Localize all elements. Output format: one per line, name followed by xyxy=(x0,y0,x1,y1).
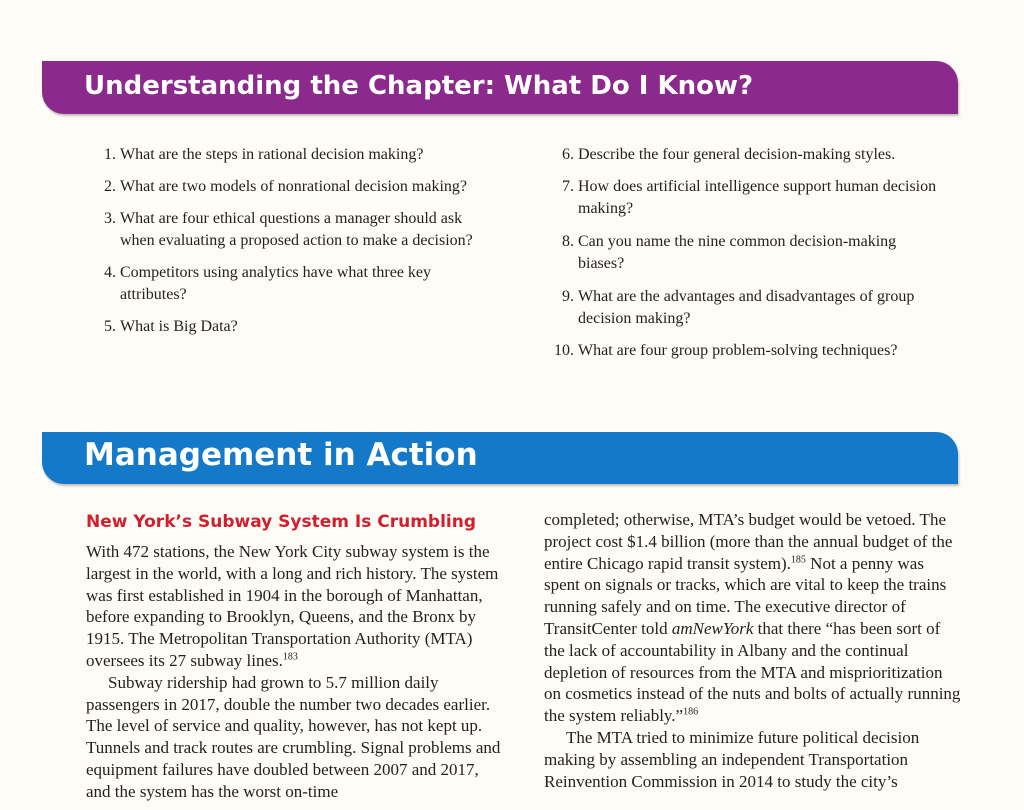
question-item xyxy=(546,340,946,362)
question-item xyxy=(96,316,496,338)
question-number: 9. xyxy=(562,288,574,305)
question-number: 5. xyxy=(104,318,116,335)
article-paragraph: With 472 stations, the New York City subway system is the largest in the world, with a long and rich history. The system was first established in 1904 in the borough of Manhattan, before expanding to Brooklyn, Queens, and the Bronx by 1915. The Metropolitan Transportation Authority (MTA) oversees its 27 subway lines.$^{183}$ xyxy=(86,542,499,670)
question-text: Can you name the nine common decision-making biases? xyxy=(578,233,897,272)
question-text: Describe the four general decision-making styles. xyxy=(578,146,896,163)
question-item xyxy=(96,262,496,306)
question-item xyxy=(546,231,946,275)
question-text: What are the steps in rational decision making? xyxy=(120,146,424,163)
article-column-left xyxy=(86,541,504,803)
footnote-ref: 186 xyxy=(683,706,699,718)
footnote-ref: 183 xyxy=(282,651,298,663)
section-header-understanding xyxy=(42,61,958,114)
question-item xyxy=(96,208,496,252)
article-paragraph: The MTA tried to minimize future political decision making by assembling an independent Transportation Reinvention Commission in 2014 to study the city’s xyxy=(544,727,920,791)
question-text: What are four group problem-solving techniques? xyxy=(578,342,898,359)
article-title: New York’s Subway System Is Crumbling xyxy=(86,512,477,532)
question-item xyxy=(546,144,946,166)
question-number: 8. xyxy=(562,233,574,250)
questions-right-column xyxy=(546,144,946,362)
question-text: How does artificial intelligence support human decision making? xyxy=(578,178,937,217)
question-item xyxy=(96,176,496,198)
question-number: 2. xyxy=(104,178,116,195)
question-number: 6. xyxy=(562,146,574,163)
question-number: 1. xyxy=(104,146,116,163)
article-paragraph: Subway ridership had grown to 5.7 million daily passengers in 2017, double the number two decades earlier. The level of service and quality, however, has not kept up. Tunnels and track routes are crumbling. Signal problems and equipment failures have doubled between 2007 and 2017, and the system has the worst on-time xyxy=(86,672,501,801)
question-text: What are the advantages and disadvantages of group decision making? xyxy=(578,288,915,327)
question-number: 4. xyxy=(104,264,116,281)
question-number: 3. xyxy=(104,210,116,227)
article-column-right xyxy=(544,509,962,792)
section-title: Understanding the Chapter: What Do I Know? xyxy=(84,71,754,101)
question-number: 10. xyxy=(554,342,574,359)
question-text: What is Big Data? xyxy=(120,318,238,335)
section-title: Management in Action xyxy=(84,437,478,473)
question-item xyxy=(546,286,946,330)
question-text: What are two models of nonrational decision making? xyxy=(120,178,468,195)
question-number: 7. xyxy=(562,178,574,195)
article-paragraph: completed; otherwise, MTA’s budget would be vetoed. The project cost $1.4 billion (more than the annual budget of the entire Chicago rapid transit system).$^{185}$ Not a penny was spent on signals or tracks, which are vital to keep the trains running safely and on time. The executive director of TransitCenter told amNewYork that there “has been sort of the lack of accountability in Albany and the continual depletion of resources from the MTA and misprioritization on cosmetics instead of the nuts and bolts of actually running the system reliably.”$^{186}$ xyxy=(544,510,961,726)
footnote-ref: 185 xyxy=(790,553,806,565)
question-item xyxy=(546,176,946,220)
question-item xyxy=(96,144,496,166)
question-text: Competitors using analytics have what three key attributes? xyxy=(120,264,432,303)
question-text: What are four ethical questions a manager should ask when evaluating a proposed action to make a decision? xyxy=(120,210,473,249)
questions-left-column xyxy=(96,144,496,338)
section-header-management xyxy=(42,432,958,484)
